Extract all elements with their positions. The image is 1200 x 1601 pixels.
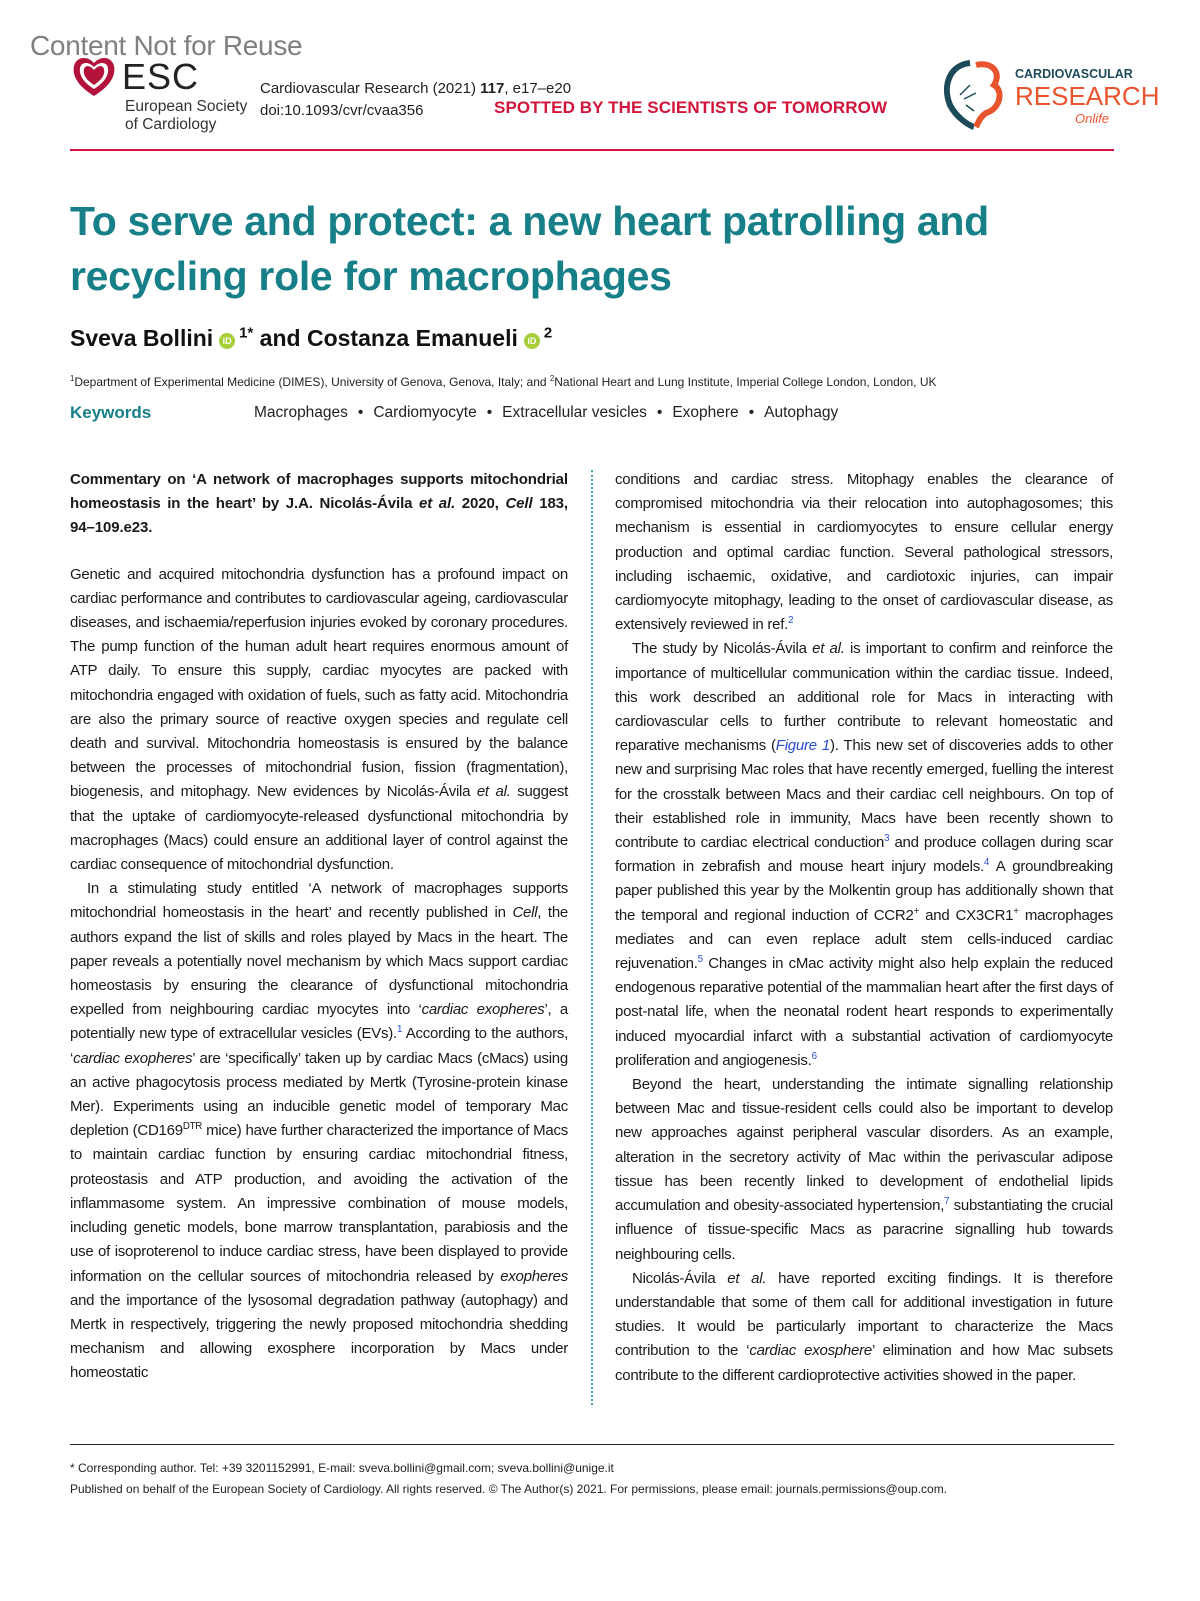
text-run: ’ elimination and how Mac subsets contribute to the different cardioprotective activities showed in the paper.: [615, 1342, 1113, 1384]
publication-notice: Published on behalf of the European Society of Cardiology. All rights reserved. © The Author(s) 2021. For permissions, please email: journals.permissions@oup.com.: [70, 1482, 948, 1496]
text-run: The study by Nicolás-Ávila: [632, 640, 813, 658]
keyword-separator: •: [486, 404, 493, 421]
reference-link[interactable]: 3: [884, 833, 890, 845]
text-run: have reported exciting findings. It is therefore understandable that some of them call for additional investigation in future studies. It would be particularly important to characterize the Macs contribution to the ‘: [615, 1269, 1113, 1360]
reference-link[interactable]: 4: [983, 857, 990, 869]
text-run: macrophages mediates and can even replace adult stem cells-induced cardiac rejuvenation.: [615, 906, 1113, 973]
section-banner: SPOTTED BY THE SCIENTISTS OF TOMORROW: [494, 98, 888, 117]
italic-text: et al.: [419, 495, 456, 513]
reference-link[interactable]: 6: [811, 1050, 817, 1062]
text-run: Nicolás-Ávila: [632, 1269, 728, 1287]
body-paragraph: [70, 563, 568, 878]
affiliations: [70, 375, 936, 389]
cvr-logo-line3: Onlife: [1075, 111, 1109, 126]
commentary-reference: [70, 468, 568, 541]
journal-volume: 117: [480, 80, 505, 97]
text-run: ’ are ‘specifically’ taken up by cardiac Macs (cMacs) using an active phagocytosis process mediated by Mertk (Tyrosine-protein kinase Mer). Experiments using an inducible genetic model of temporary Mac depletion (CD169: [70, 1049, 568, 1140]
cvr-logo-line2: RESEARCH: [1015, 81, 1160, 111]
body-paragraph: [615, 637, 1113, 1073]
esc-sub-line2: of Cardiology: [125, 116, 217, 133]
article-title: To serve and protect: a new heart patrolling and recycling role for macrophages: [70, 198, 989, 299]
body-paragraph: [615, 1267, 1113, 1388]
header-divider: [70, 149, 1114, 151]
text-run: In a stimulating study entitled ‘A network of macrophages supports mitochondrial homeostasis in the heart’ and recently published in: [70, 880, 568, 922]
keyword: Extracellular vesicles: [502, 404, 647, 421]
journal-name: Cardiovascular Research (2021): [260, 80, 481, 97]
reference-link[interactable]: 2: [788, 615, 794, 627]
esc-logo: [70, 52, 260, 137]
keywords-list: [254, 404, 838, 422]
text-run: 2020,: [455, 495, 506, 513]
text-run: According to the authors, ‘: [70, 1025, 569, 1067]
reference-link[interactable]: 5: [697, 954, 703, 966]
author-list: [70, 325, 552, 352]
doi[interactable]: doi:10.1093/cvr/cvaa356: [260, 102, 424, 119]
author-affiliation-mark: 1*: [239, 324, 254, 342]
cvr-logo-line1: CARDIOVASCULAR: [1015, 67, 1133, 81]
text-run: and produce collagen during scar formation in zebrafish and mouse heart injury models.: [615, 834, 1114, 876]
keyword: Autophagy: [764, 404, 839, 421]
affiliation-mark: 1: [70, 374, 75, 383]
text-run: and CX3CR1: [919, 906, 1014, 924]
author-name: Costanza Emanueli: [306, 325, 518, 351]
text-run: ). This new set of discoveries adds to other new and surprising Mac roles that have recently emerged, fuelling the interest for the crosstalk between Macs and their cardiac cell neighbours. On top of their established role in immunity, Macs have been recently shown to contribute to cardiac electrical conduction: [615, 737, 1114, 852]
body-column-left: [70, 468, 568, 1386]
body-paragraph: [70, 877, 568, 1385]
text-run: conditions and cardiac stress. Mitophagy enables the clearance of compromised mitochondria via their relocation into autophagosomes; this mechanism is essential in cardiomyocytes to ensure cellular energy production and optimal cardiac function. Several pathological stressors, including ischaemic, oxidative, and cardiotoxic injuries, can impair cardiomyocyte mitophagy, leading to the onset of cardiovascular disease, as extensively reviewed in ref.: [615, 471, 1113, 634]
esc-society-name: [125, 98, 247, 134]
text-run: 183, 94–109.e23.: [70, 495, 568, 537]
keyword: Macrophages: [254, 404, 348, 421]
keyword: Cardiomyocyte: [373, 404, 477, 421]
author-affiliation-mark: 2: [543, 324, 553, 342]
keyword-separator: •: [748, 404, 755, 421]
italic-text: et al.: [476, 783, 511, 801]
italic-text: Cell: [512, 904, 538, 922]
body-column-right: [615, 468, 1113, 1388]
italic-text: et al.: [812, 640, 845, 658]
affiliation: National Heart and Lung Institute, Imperial College London, London, UK: [554, 375, 937, 389]
keyword-separator: •: [357, 404, 364, 421]
keyword-separator: •: [656, 404, 663, 421]
text-run: Genetic and acquired mitochondria dysfunction has a profound impact on cardiac performance and contributes to cardiovascular ageing, cardiovascular diseases, and ischaemia/reperfusion injuries evoked by coronary procedures. The pump function of the human adult heart requires enormous amount of ATP daily. To ensure this supply, cardiac myocytes are packed with mitochondria engaged with oxidation of fuels, such as fatty acid. Mitochondria are also the primary source of reactive oxygen species and regulate cell death and survival. Mitochondria homeostasis is ensured by the balance between the processes of mitochondrial fusion, fission (fragmentation), biogenesis, and mitophagy. New evidences by Nicolás-Ávila: [70, 565, 568, 801]
text-run: , the authors expand the list of skills and roles played by Macs in the heart. The paper reveals a potentially novel mechanism by which Macs support cardiac homeostasis by ensuring the clearance of dysfunctional mitochondria expelled from neighbouring cardiac myocytes into ‘: [70, 904, 569, 1019]
text-run: is important to confirm and reinforce the importance of multicellular communication within the cardiac tissue. Indeed, this work described an additional role for Macs in interacting with cardiovascular cells to further contribute to relevant homeostatic and reparative mechanisms (: [615, 640, 1113, 755]
orcid-icon[interactable]: iD: [524, 333, 540, 349]
esc-wordmark: ESC: [122, 56, 200, 97]
italic-text: Cell: [505, 495, 533, 513]
esc-sub-line1: European Society: [125, 98, 248, 115]
cardiovascular-research-onlife-logo: [940, 55, 1160, 135]
footnotes: [70, 1458, 947, 1500]
superscript: DTR: [182, 1121, 203, 1133]
corresponding-author-note: * Corresponding author. Tel: +39 3201152991, E-mail: sveva.bollini@gmail.com; sveva.bollini@unige.it: [70, 1461, 614, 1475]
keywords-label: Keywords: [70, 403, 152, 422]
column-divider: [591, 470, 593, 1405]
text-run: substantiating the crucial influence of tissue-specific Macs as paracrine signalling hub towards neighbouring cells.: [615, 1197, 1113, 1263]
text-run: ’, a potentially new type of extracellular vesicles (EVs).: [70, 1001, 569, 1043]
text-run: mice) have further characterized the importance of Macs to maintain cardiac function by ensuring cardiac mitochondrial fitness, proteostasis and ATP production, and avoiding the activation of the inflammasome system. An impressive combination of mouse models, including genetic models, bone marrow transplantation, parabiosis and the use of isoproterenol to induce cardiac stress, have been displayed to provide information on the cellular sources of mitochondria released by: [70, 1122, 568, 1285]
figure-link[interactable]: Figure 1: [775, 737, 830, 755]
text-run: Commentary on ‘A network of macrophages supports mitochondrial homeostasis in the heart’ by J.A. Nicolás-Ávila: [70, 471, 568, 513]
text-run: Beyond the heart, understanding the intimate signalling relationship between Mac and tissue-resident cells could also be important to develop new approaches against peripheral vascular disorders. As an example, alteration in the secretory activity of Mac within the perivascular adipose tissue has been recently linked to development of endothelial lipids accumulation and obesity-associated hypertension,: [615, 1076, 1113, 1215]
reference-link[interactable]: 1: [396, 1024, 403, 1036]
italic-text: cardiac exopheres: [421, 1001, 545, 1019]
affiliation-mark: 2: [549, 374, 555, 383]
author-name: Sveva Bollini: [70, 325, 214, 351]
italic-text: et al.: [727, 1269, 767, 1287]
text-run: A groundbreaking paper published this year by the Molkentin group has additionally shown that the temporal and regional induction of CCR2: [615, 858, 1114, 924]
keyword: Exophere: [672, 404, 739, 421]
superscript: +: [1013, 905, 1019, 917]
text-run: and the importance of the lysosomal degradation pathway (autophagy) and Mertk in respectively, triggering the newly proposed mitochondria shedding mechanism and allowing exosphere incorporation by Macs under homeostatic: [70, 1291, 568, 1382]
body-paragraph: [615, 468, 1113, 637]
journal-pages: , e17–e20: [504, 80, 572, 97]
text-run: suggest that the uptake of cardiomyocyte-released dysfunctional mitochondria by macrophages (Macs) could ensure an additional layer of control against the cardiac consequence of mitochondrial dysfunction.: [70, 783, 568, 874]
superscript: +: [913, 905, 920, 917]
author-joiner: and: [253, 325, 307, 351]
watermark: Content Not for Reuse: [30, 30, 303, 61]
body-paragraph: [615, 1073, 1113, 1267]
affiliation: Department of Experimental Medicine (DIMES), University of Genova, Genova, Italy; and: [74, 375, 550, 389]
text-run: Changes in cMac activity might also help explain the reduced endogenous reparative potential of the mammalian heart after the first days of post-natal life, when the neonatal rodent heart responds to experimentally induced myocardial infarct with a substantial activation of cardiomyocyte proliferation and angiogenesis.: [615, 955, 1113, 1069]
footnote-divider: [70, 1444, 1114, 1445]
orcid-icon[interactable]: iD: [219, 333, 235, 349]
esc-heart-icon: [70, 52, 118, 100]
reference-link[interactable]: 7: [944, 1196, 950, 1208]
italic-text: cardiac exosphere: [749, 1342, 872, 1360]
italic-text: exopheres: [500, 1267, 568, 1285]
italic-text: cardiac exopheres: [73, 1049, 193, 1067]
